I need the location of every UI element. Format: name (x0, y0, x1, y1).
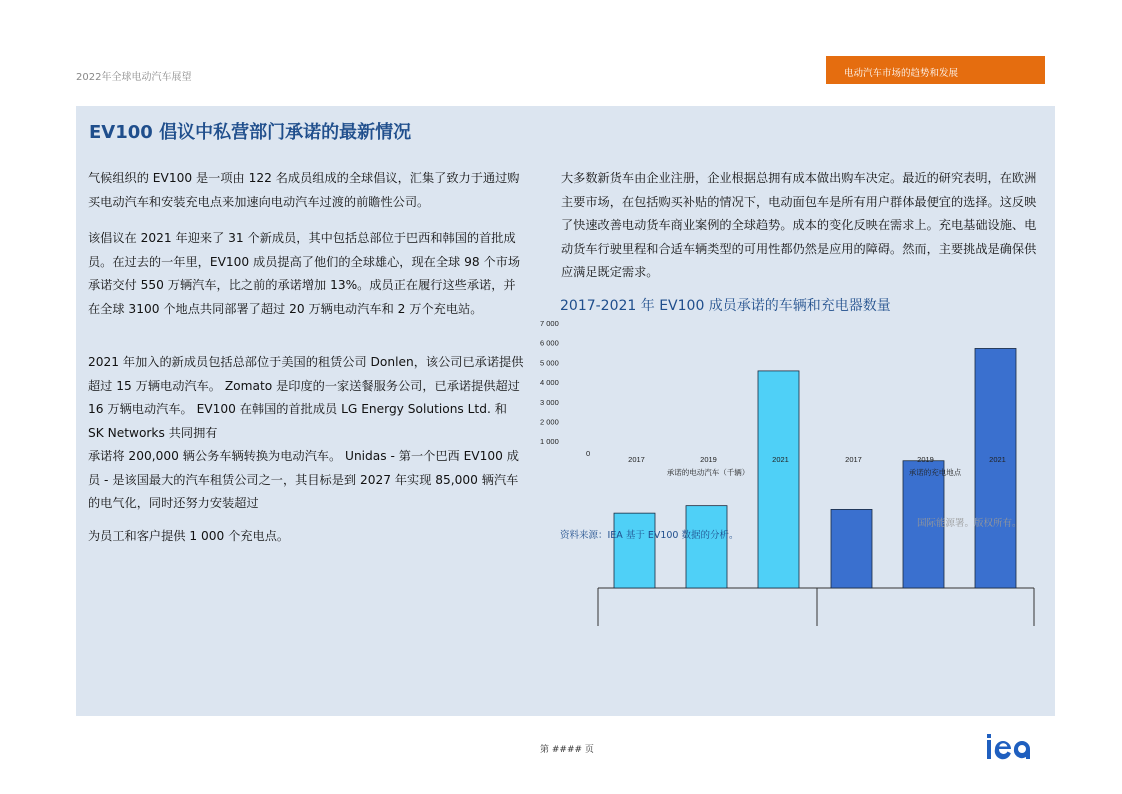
bar (758, 371, 799, 588)
page-number: 第 #### 页 (540, 745, 594, 755)
chart-title: 2017-2021 年 EV100 成员承诺的车辆和充电器数量 (560, 298, 891, 314)
copyright-note: 国际能源署。版权所有。 (917, 518, 1022, 529)
category-label: 2021 (772, 455, 789, 464)
report-title: 2022年全球电动汽车展望 (76, 72, 192, 83)
panel-title: EV100 倡议中私营部门承诺的最新情况 (89, 122, 412, 143)
category-label: 2017 (628, 455, 645, 464)
paragraph-1: 气候组织的 EV100 是一项由 122 名成员组成的全球倡议，汇集了致力于通过购买电动汽车和安装充电点来加速向电动汽车过渡的前瞻性公司。 (88, 171, 520, 209)
paragraph-3: 2021 年加入的新成员包括总部位于美国的租赁公司 Donlen，该公司已承诺提供超过 15 万辆电动汽车。 Zomato 是印度的一家送餐服务公司，已承诺提供超过 16 万辆电动汽车。 EV100 在韩国的首批成员 LG Energy Solutions Ltd. 和 SK Networks 共同拥有 (88, 355, 524, 440)
y-tick-label: 7 000 (540, 319, 559, 328)
y-tick-label: 0 (586, 448, 591, 458)
y-tick-label: 3 000 (540, 397, 559, 407)
bar (686, 506, 727, 588)
category-label: 2019 (917, 455, 934, 464)
bar (831, 509, 872, 588)
bar (614, 513, 655, 588)
category-label: 2019 (700, 455, 717, 464)
bar (975, 348, 1016, 588)
category-label: 2017 (845, 455, 862, 464)
paragraph-6: 大多数新货车由企业注册，企业根据总拥有成本做出购车决定。最近的研究表明，在欧洲主要市场，在包括购买补贴的情况下，电动面包车是所有用户群体最便宜的选择。这反映了快速改善电动货车商业案例的全球趋势。成本的变化反映在需求上。充电基础设施、电动货车行驶里程和合适车辆类型的可用性都仍然是应用的障碍。然而，主要挑战是确保供应满足既定需求。 (561, 171, 1037, 279)
y-tick-label: 4 000 (540, 378, 559, 388)
group-label: 承诺的充电地点 (908, 468, 962, 477)
source-note: 资料来源：IEA 基于 EV100 数据的分析。 (560, 530, 739, 541)
iea-logo-icon (985, 733, 1047, 761)
y-tick-label: 1 000 (540, 437, 559, 447)
y-tick-label: 2 000 (540, 417, 559, 427)
category-label: 2021 (989, 455, 1006, 464)
section-tab[interactable]: 电动汽车市场的趋势和发展 (826, 56, 1045, 84)
ev100-chart (540, 316, 1040, 628)
y-tick-label: 5 000 (540, 358, 559, 368)
paragraph-2: 该倡议在 2021 年迎来了 31 个新成员，其中包括总部位于巴西和韩国的首批成员。在过去的一年里，EV100 成员提高了他们的全球雄心，现在全球 98 个市场承诺交付 550 万辆汽车，比之前的承诺增加 13%。成员正在履行这些承诺，并在全球 3100 个地点共同部署了超过 20 万辆电动汽车和 2 万个充电站。 (88, 231, 521, 316)
y-tick-label: 6 000 (540, 338, 559, 348)
group-label: 承诺的电动汽车（千辆） (666, 468, 750, 477)
paragraph-4: 承诺将 200,000 辆公务车辆转换为电动汽车。 Unidas - 第一个巴西 EV100 成员 - 是该国最大的汽车租赁公司之一，其目标是到 2027 年实现 85,000 辆汽车的电气化，同时还努力安装超过 (88, 449, 519, 510)
paragraph-5: 为员工和客户提供 1 000 个充电点。 (88, 529, 290, 543)
